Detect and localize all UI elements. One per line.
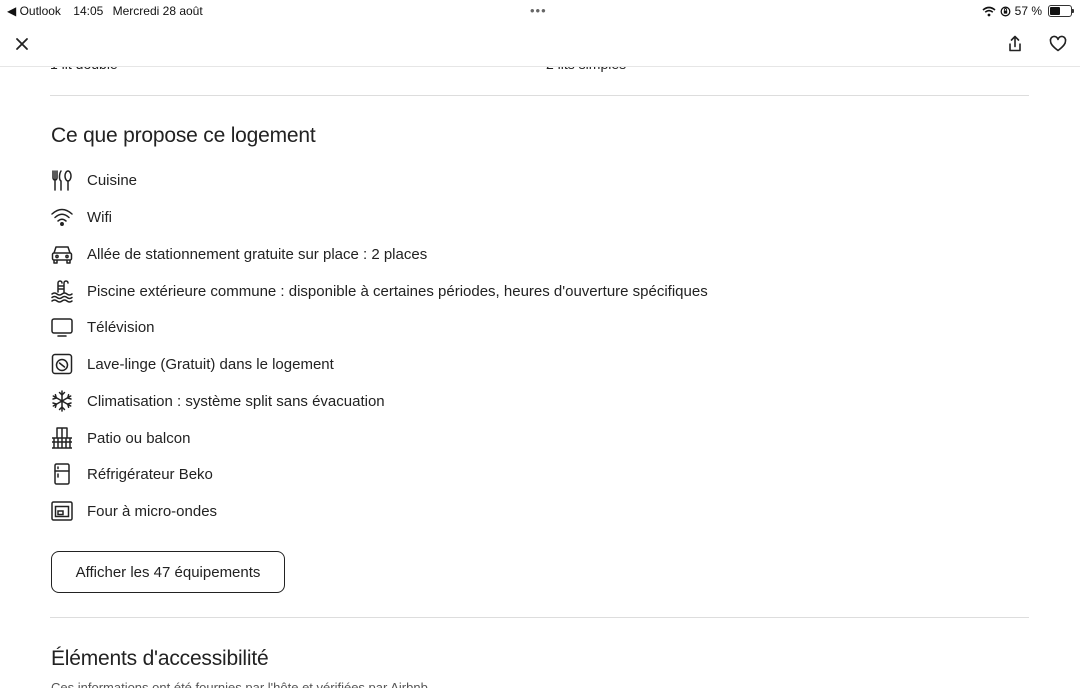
amenity-label: Wifi xyxy=(87,208,112,226)
amenity-item-kitchen xyxy=(50,168,137,192)
heart-icon xyxy=(1048,34,1068,54)
amenity-label: Four à micro-ondes xyxy=(87,502,218,520)
accessibility-section-title: Éléments d'accessibilité xyxy=(51,647,269,670)
fridge-icon xyxy=(50,462,74,486)
balcony-icon xyxy=(50,426,74,450)
washing-machine-icon xyxy=(50,352,74,376)
amenity-item-washer xyxy=(50,352,334,376)
amenity-label: Allée de stationnement gratuite sur place : 2 places xyxy=(87,245,428,263)
microwave-icon xyxy=(50,499,74,523)
amenity-label: Cuisine xyxy=(87,171,138,189)
amenity-item-wifi xyxy=(50,205,112,229)
status-bar xyxy=(0,0,1080,22)
section-divider xyxy=(50,617,1029,618)
tv-icon xyxy=(50,315,74,339)
amenity-label: Patio ou balcon xyxy=(87,429,191,447)
share-button[interactable] xyxy=(1005,34,1025,54)
accessibility-subtitle xyxy=(51,681,431,688)
wifi-icon xyxy=(50,205,74,229)
amenity-item-parking xyxy=(50,242,427,266)
amenity-label: Réfrigérateur Beko xyxy=(87,465,213,483)
section-divider xyxy=(50,95,1029,96)
close-button[interactable] xyxy=(12,34,32,54)
amenity-label: Télévision xyxy=(87,318,155,336)
amenity-item-fridge xyxy=(50,462,213,486)
wifi-status-icon xyxy=(982,6,996,17)
amenity-item-ac xyxy=(50,389,385,413)
top-nav-bar xyxy=(0,22,1080,67)
close-icon xyxy=(12,34,32,54)
back-to-app-link[interactable]: ◀ Outlook xyxy=(7,4,61,18)
amenity-label: Piscine extérieure commune : disponible à certaines périodes, heures d'ouverture spécifiques xyxy=(87,282,708,300)
screen-bottom-edge xyxy=(0,688,1080,700)
pool-icon xyxy=(50,279,74,303)
status-time: 14:05 xyxy=(73,4,104,18)
favorite-button[interactable] xyxy=(1048,34,1068,54)
orientation-lock-icon xyxy=(1000,6,1011,17)
battery-percent: 57 % xyxy=(1014,4,1042,18)
amenity-item-balcony xyxy=(50,426,190,450)
battery-icon xyxy=(1048,5,1072,17)
multitasking-dots-icon[interactable]: ••• xyxy=(530,3,547,18)
amenity-item-microwave xyxy=(50,499,217,523)
show-all-amenities-button[interactable]: Afficher les 47 équipements xyxy=(51,551,285,593)
amenities-section-title: Ce que propose ce logement xyxy=(51,124,316,147)
amenity-item-pool xyxy=(50,279,708,303)
kitchen-utensils-icon xyxy=(50,168,74,192)
amenity-label: Lave-linge (Gratuit) dans le logement xyxy=(87,355,334,373)
status-date: Mercredi 28 août xyxy=(112,4,203,18)
share-icon xyxy=(1005,34,1025,54)
car-icon xyxy=(50,242,74,266)
amenity-item-tv xyxy=(50,315,155,339)
amenity-label: Climatisation : système split sans évacuation xyxy=(87,392,385,410)
snowflake-icon xyxy=(50,389,74,413)
